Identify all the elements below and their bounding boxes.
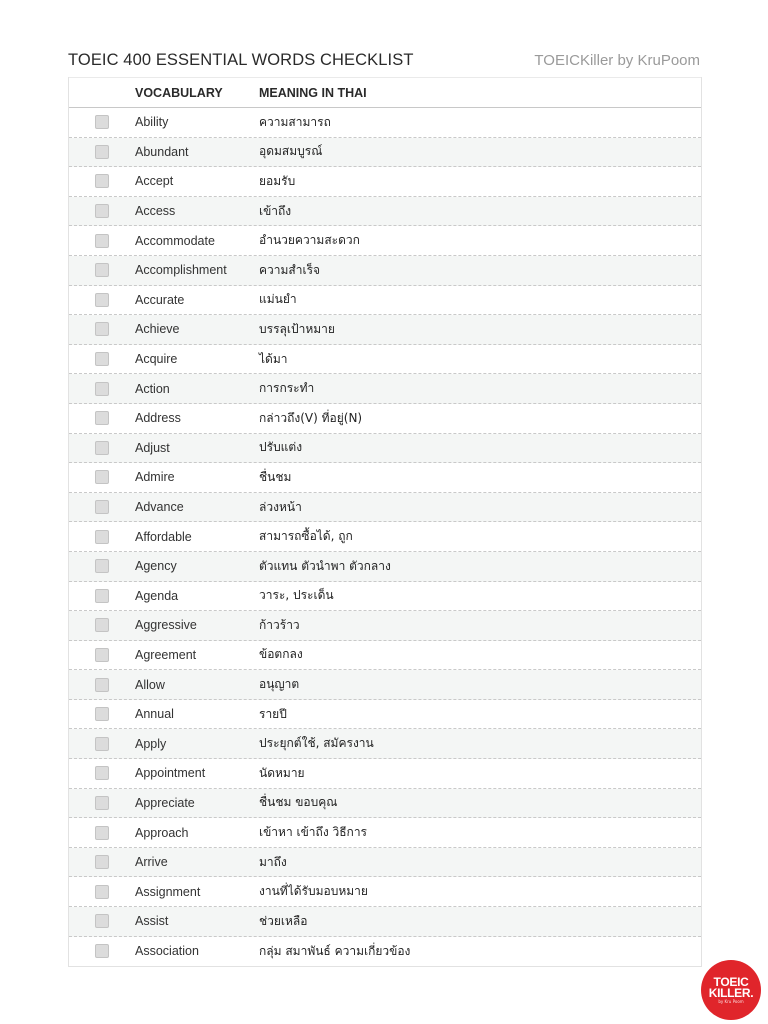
vocabulary-word: Appointment — [135, 766, 206, 781]
thai-meaning: ชื่นชม — [259, 469, 292, 484]
vocabulary-word: Affordable — [135, 529, 192, 544]
thai-meaning: ข้อตกลง — [259, 647, 303, 662]
table-row — [69, 315, 701, 345]
checkbox-cell — [69, 263, 135, 277]
row-checkbox[interactable] — [95, 944, 109, 958]
vocabulary-word: Arrive — [135, 855, 168, 870]
row-checkbox[interactable] — [95, 115, 109, 129]
checkbox-cell — [69, 145, 135, 159]
row-checkbox[interactable] — [95, 382, 109, 396]
row-checkbox[interactable] — [95, 589, 109, 603]
toeic-killer-logo — [701, 960, 761, 1020]
vocabulary-word: Annual — [135, 707, 174, 722]
vocabulary-word: Accurate — [135, 292, 185, 307]
checkbox-cell — [69, 707, 135, 721]
row-checkbox[interactable] — [95, 737, 109, 751]
table-row — [69, 877, 701, 907]
row-checkbox[interactable] — [95, 204, 109, 218]
table-row — [69, 552, 701, 582]
table-row — [69, 493, 701, 523]
vocabulary-word: Admire — [135, 470, 175, 485]
vocabulary-word: Association — [135, 944, 199, 959]
vocabulary-word: Accept — [135, 174, 174, 189]
checkbox-cell — [69, 115, 135, 129]
checkbox-cell — [69, 914, 135, 928]
vocabulary-word: Adjust — [135, 440, 170, 455]
table-row — [69, 789, 701, 819]
logo-line-2: KILLER. — [708, 985, 754, 1000]
thai-meaning: กล่าวถึง(V) ที่อยู่(N) — [259, 410, 363, 425]
thai-meaning: การกระทำ — [259, 381, 315, 396]
checkbox-cell — [69, 204, 135, 218]
row-checkbox[interactable] — [95, 796, 109, 810]
checkbox-cell — [69, 500, 135, 514]
table-row — [69, 138, 701, 168]
vocabulary-word: Address — [135, 411, 181, 426]
vocabulary-word: Agency — [135, 559, 177, 574]
checklist-table — [68, 77, 702, 967]
table-row — [69, 374, 701, 404]
thai-meaning: งานที่ได้รับมอบหมาย — [259, 884, 368, 899]
vocabulary-word: Allow — [135, 677, 165, 692]
vocabulary-word: Accommodate — [135, 233, 215, 248]
table-row — [69, 759, 701, 789]
vocabulary-word: Assignment — [135, 884, 201, 899]
vocabulary-word: Appreciate — [135, 795, 195, 810]
vocabulary-word: Action — [135, 381, 170, 396]
vocabulary-word: Access — [135, 204, 176, 219]
table-row — [69, 937, 701, 967]
vocabulary-word: Aggressive — [135, 618, 197, 633]
thai-meaning: ช่วยเหลือ — [259, 913, 308, 928]
row-checkbox[interactable] — [95, 322, 109, 336]
row-checkbox[interactable] — [95, 766, 109, 780]
thai-meaning: ตัวแทน ตัวนำพา ตัวกลาง — [259, 558, 391, 573]
page-header — [68, 48, 700, 72]
table-row — [69, 167, 701, 197]
thai-meaning: กลุ่ม สมาพันธ์ ความเกี่ยวข้อง — [259, 943, 411, 958]
table-row — [69, 670, 701, 700]
table-row — [69, 700, 701, 730]
vocabulary-word: Ability — [135, 115, 169, 130]
thai-meaning: ความสามารถ — [259, 114, 331, 129]
thai-meaning: เข้าถึง — [259, 203, 292, 218]
checkbox-cell — [69, 559, 135, 573]
document-title: TOEIC 400 ESSENTIAL WORDS CHECKLIST — [68, 50, 414, 69]
row-checkbox[interactable] — [95, 470, 109, 484]
table-row — [69, 641, 701, 671]
row-checkbox[interactable] — [95, 441, 109, 455]
thai-meaning: อุดมสมบูรณ์ — [259, 144, 323, 159]
checkbox-cell — [69, 293, 135, 307]
checkbox-cell — [69, 441, 135, 455]
vocabulary-word: Agenda — [135, 588, 179, 603]
row-checkbox[interactable] — [95, 293, 109, 307]
row-checkbox[interactable] — [95, 411, 109, 425]
table-row — [69, 818, 701, 848]
checkbox-cell — [69, 322, 135, 336]
thai-meaning: รายปี — [259, 706, 287, 721]
thai-meaning: ปรับแต่ง — [259, 440, 303, 455]
thai-meaning: วาระ, ประเด็น — [259, 588, 334, 603]
table-row — [69, 582, 701, 612]
vocabulary-word: Abundant — [135, 144, 189, 159]
thai-meaning: เข้าหา เข้าถึง วิธีการ — [259, 825, 367, 840]
row-checkbox[interactable] — [95, 234, 109, 248]
row-checkbox[interactable] — [95, 559, 109, 573]
thai-meaning: ประยุกต์ใช้, สมัครงาน — [259, 736, 374, 751]
table-row — [69, 848, 701, 878]
checkbox-cell — [69, 234, 135, 248]
thai-meaning: ชื่นชม ขอบคุณ — [259, 795, 338, 810]
checkbox-cell — [69, 766, 135, 780]
row-checkbox[interactable] — [95, 855, 109, 869]
row-checkbox[interactable] — [95, 174, 109, 188]
logo-line-1: TOEIC — [713, 974, 749, 989]
checkbox-cell — [69, 411, 135, 425]
table-row — [69, 434, 701, 464]
checkbox-cell — [69, 530, 135, 544]
vocabulary-word: Approach — [135, 825, 189, 840]
row-checkbox[interactable] — [95, 826, 109, 840]
checkbox-cell — [69, 470, 135, 484]
table-row — [69, 108, 701, 138]
row-checkbox[interactable] — [95, 648, 109, 662]
table-row — [69, 404, 701, 434]
table-row — [69, 345, 701, 375]
thai-meaning: อนุญาต — [259, 677, 300, 692]
vocabulary-word: Advance — [135, 500, 184, 515]
thai-meaning: ล่วงหน้า — [259, 499, 302, 514]
checkbox-cell — [69, 678, 135, 692]
thai-meaning: ยอมรับ — [259, 173, 296, 188]
row-checkbox[interactable] — [95, 145, 109, 159]
checkbox-cell — [69, 885, 135, 899]
table-row — [69, 226, 701, 256]
checkbox-cell — [69, 618, 135, 632]
thai-meaning: มาถึง — [259, 854, 287, 869]
thai-meaning: ได้มา — [259, 351, 288, 366]
table-row — [69, 522, 701, 552]
table-row — [69, 611, 701, 641]
checkbox-cell — [69, 855, 135, 869]
table-row — [69, 256, 701, 286]
column-header-meaning: MEANING IN THAI — [259, 85, 367, 100]
table-row — [69, 907, 701, 937]
vocabulary-word: Agreement — [135, 647, 197, 662]
checkbox-cell — [69, 589, 135, 603]
row-checkbox[interactable] — [95, 707, 109, 721]
vocabulary-word: Acquire — [135, 352, 178, 367]
logo-line-3: by Kru Poom — [718, 998, 744, 1004]
checkbox-cell — [69, 796, 135, 810]
thai-meaning: บรรลุเป้าหมาย — [259, 321, 335, 336]
thai-meaning: อำนวยความสะดวก — [259, 233, 360, 248]
row-checkbox[interactable] — [95, 530, 109, 544]
checkbox-cell — [69, 174, 135, 188]
vocabulary-word: Accomplishment — [135, 263, 227, 278]
vocabulary-word: Achieve — [135, 322, 180, 337]
checkbox-cell — [69, 944, 135, 958]
checkbox-cell — [69, 382, 135, 396]
row-checkbox[interactable] — [95, 885, 109, 899]
checkbox-cell — [69, 737, 135, 751]
thai-meaning: ก้าวร้าว — [259, 617, 300, 632]
table-row — [69, 286, 701, 316]
checkbox-cell — [69, 648, 135, 662]
checkbox-cell — [69, 826, 135, 840]
vocabulary-word: Apply — [135, 736, 167, 751]
table-header — [69, 77, 701, 108]
row-checkbox[interactable] — [95, 263, 109, 277]
table-body — [69, 108, 701, 966]
table-row — [69, 463, 701, 493]
table-row — [69, 197, 701, 227]
checkbox-cell — [69, 352, 135, 366]
vocabulary-word: Assist — [135, 914, 169, 929]
row-checkbox[interactable] — [95, 500, 109, 514]
thai-meaning: สามารถซื้อได้, ถูก — [259, 529, 353, 544]
thai-meaning: แม่นยำ — [259, 292, 297, 307]
column-header-vocabulary: VOCABULARY — [135, 85, 223, 100]
row-checkbox[interactable] — [95, 914, 109, 928]
thai-meaning: นัดหมาย — [259, 765, 305, 780]
table-row — [69, 729, 701, 759]
thai-meaning: ความสำเร็จ — [259, 262, 321, 277]
brand-label: TOEICKiller by KruPoom — [534, 51, 700, 69]
row-checkbox[interactable] — [95, 618, 109, 632]
row-checkbox[interactable] — [95, 352, 109, 366]
row-checkbox[interactable] — [95, 678, 109, 692]
